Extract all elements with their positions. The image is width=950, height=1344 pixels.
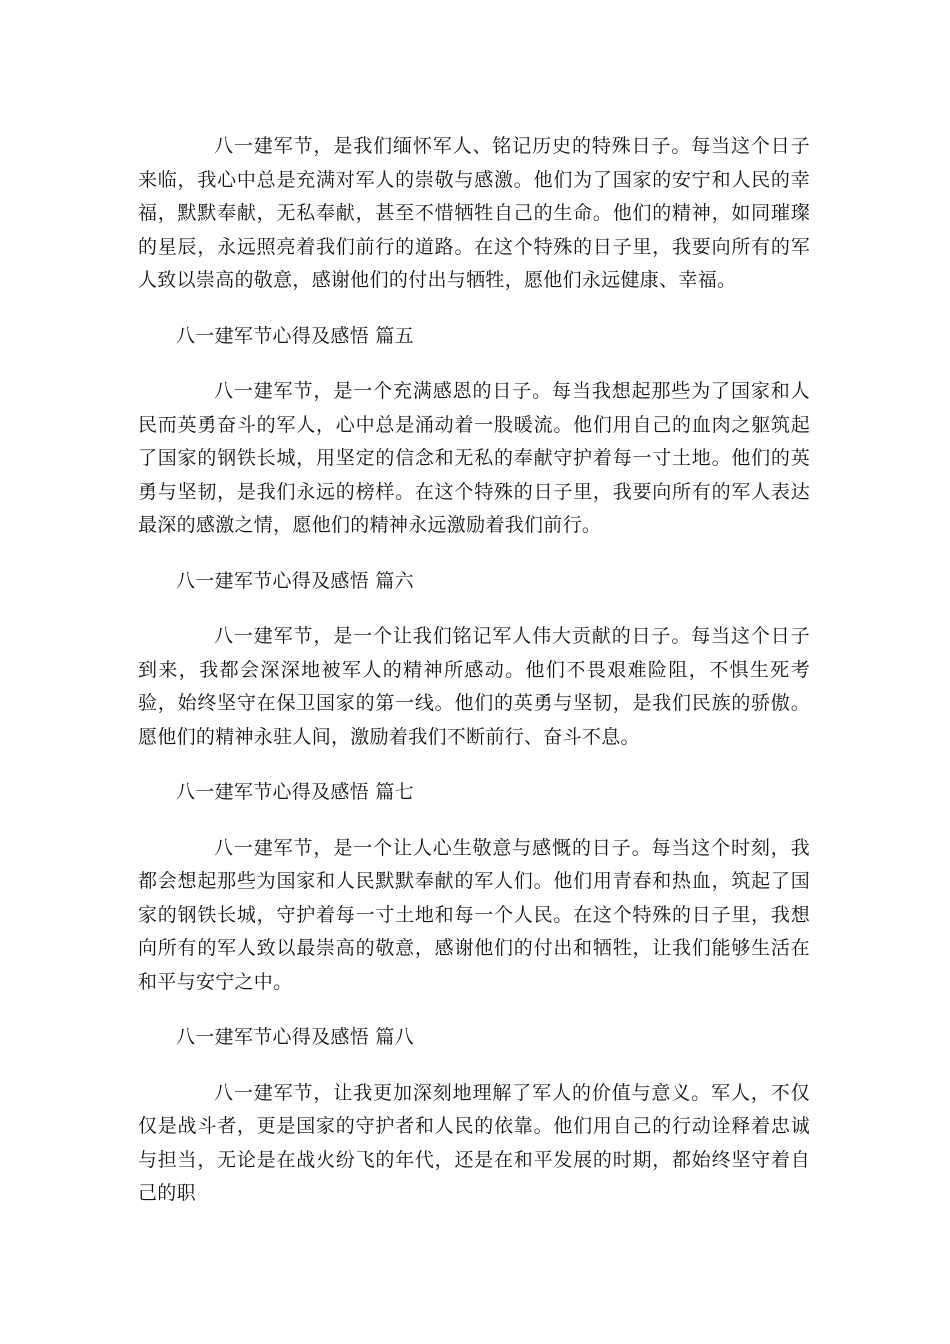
document-body <box>138 130 810 1211</box>
paragraph-section-7: 八一建军节，是一个让人心生敬意与感慨的日子。每当这个时刻，我都会想起那些为国家和人民默默奉献的军人们。他们用青春和热血，筑起了国家的钢铁长城，守护着每一寸土地和每一个人民。在这个特殊的日子里，我想向所有的军人致以最崇高的敬意，感谢他们的付出和牺牲，让我们能够生活在和平与安宁之中。 <box>138 836 810 993</box>
section-heading-7: 八一建军节心得及感悟 篇七 <box>176 781 414 803</box>
paragraph-intro: 八一建军节，是我们缅怀军人、铭记历史的特殊日子。每当这个日子来临，我心中总是充满对军人的崇敬与感激。他们为了国家的安宁和人民的幸福，默默奉献，无私奉献，甚至不惜牺牲自己的生命。他们的精神，如同璀璨的星辰，永远照亮着我们前行的道路。在这个特殊的日子里，我要向所有的军人致以崇高的敬意，感谢他们的付出与牺牲，愿他们永远健康、幸福。 <box>138 135 810 291</box>
section-gap <box>138 543 810 565</box>
section-heading-5: 八一建军节心得及感悟 篇五 <box>176 324 414 347</box>
paragraph-section-5: 八一建军节，是一个充满感恩的日子。每当我想起那些为了国家和人民而英勇奋斗的军人，心中总是涌动着一股暖流。他们用自己的血肉之躯筑起了国家的钢铁长城，用坚定的信念和无私的奉献守护着每一寸土地。他们的英勇与坚韧，是我们永远的榜样。在这个特殊的日子里，我要向所有的军人表达最深的感激之情，愿他们的精神永远激励着我们前行。 <box>138 380 810 536</box>
section-gap <box>138 754 810 776</box>
section-gap <box>138 1055 810 1077</box>
paragraph-section-8: 八一建军节，让我更加深刻地理解了军人的价值与意义。军人，不仅仅是战斗者，更是国家的守护者和人民的依靠。他们用自己的行动诠释着忠诚与担当，无论是在战火纷飞的年代，还是在和平发展的时期，都始终坚守着自己的职 <box>138 1081 810 1204</box>
section-gap <box>138 999 810 1021</box>
section-gap <box>138 353 810 375</box>
section-heading-6: 八一建军节心得及感悟 篇六 <box>176 569 414 592</box>
section-gap <box>138 810 810 832</box>
paragraph-section-6: 八一建军节，是一个让我们铭记军人伟大贡献的日子。每当这个日子到来，我都会深深地被军人的精神所感动。他们不畏艰难险阻，不惧生死考验，始终坚守在保卫国家的第一线。他们的英勇与坚韧，是我们民族的骄傲。愿他们的精神永驻人间，激励着我们不断前行、奋斗不息。 <box>138 625 810 748</box>
section-heading-8: 八一建军节心得及感悟 篇八 <box>176 1026 414 1048</box>
section-gap <box>138 298 810 320</box>
section-gap <box>138 598 810 620</box>
